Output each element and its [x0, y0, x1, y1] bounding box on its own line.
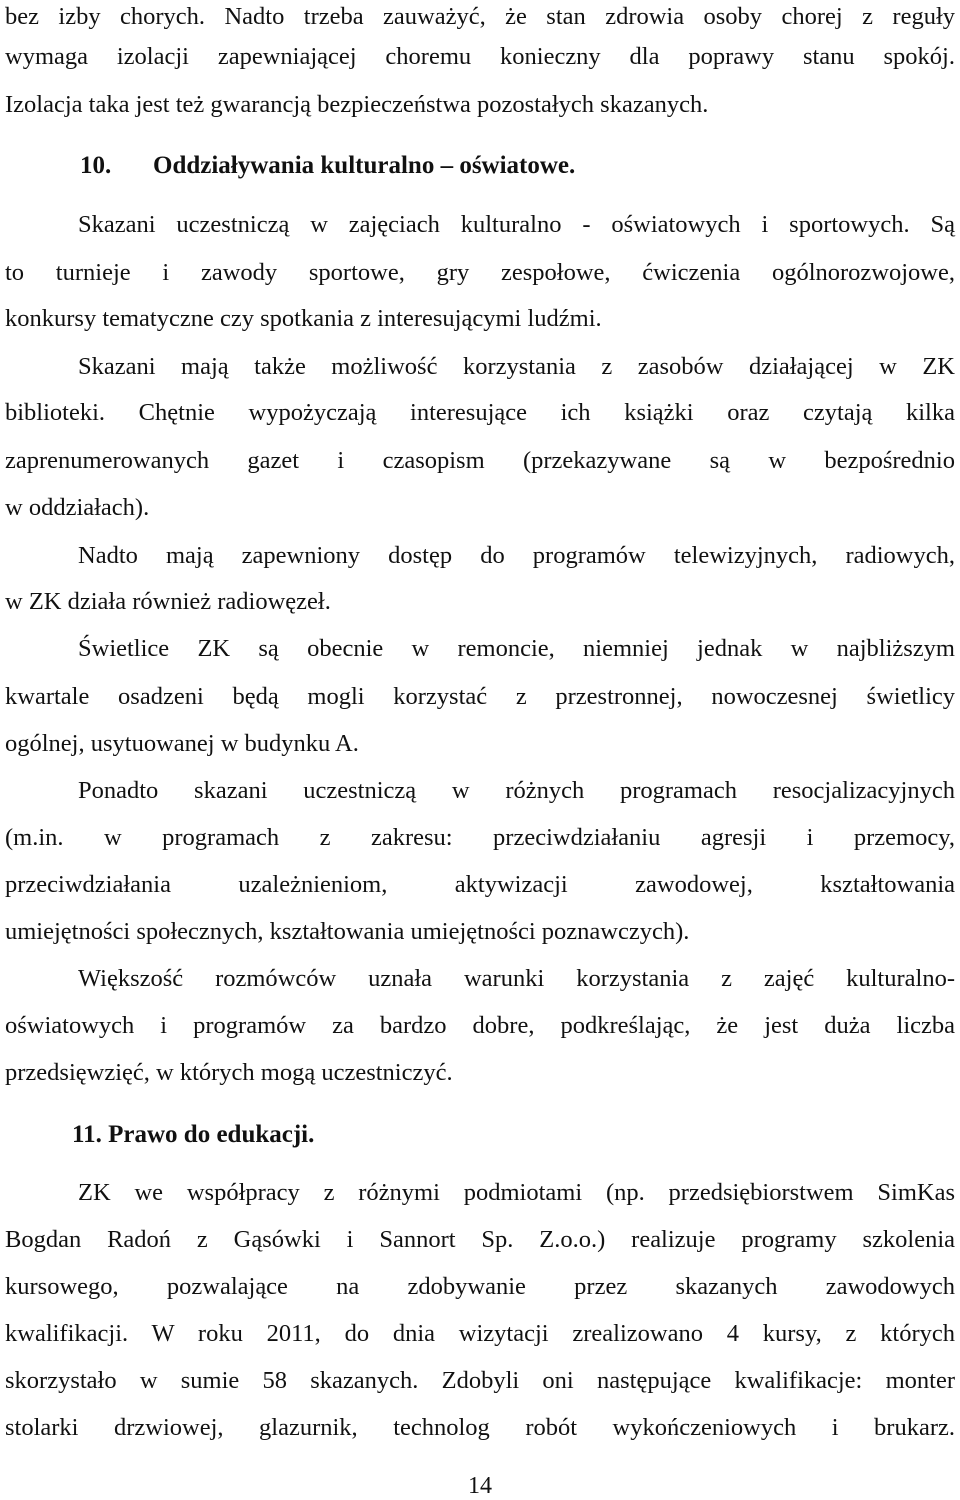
text-line: Ponadto skazani uczestniczą w różnych programach resocjalizacyjnych — [78, 777, 955, 804]
section-heading: 11. Prawo do edukacji. — [72, 1121, 315, 1148]
text-line: Nadto mają zapewniony dostęp do programów telewizyjnych, radiowych, — [78, 542, 955, 569]
text-line: w ZK działa również radiowęzeł. — [5, 588, 331, 615]
text-line: Izolacja taka jest też gwarancją bezpieczeństwa pozostałych skazanych. — [5, 91, 709, 118]
section-heading: Oddziaływania kulturalno – oświatowe. — [153, 152, 576, 179]
text-line: w oddziałach). — [5, 494, 150, 521]
text-line: umiejętności społecznych, kształtowania umiejętności poznawczych). — [5, 918, 690, 945]
text-line: biblioteki. Chętnie wypożyczają interesujące ich książki oraz czytają kilka — [5, 399, 955, 426]
page-number: 14 — [468, 1473, 492, 1499]
text-line: oświatowych i programów za bardzo dobre, podkreślając, że jest duża liczba — [5, 1012, 955, 1039]
text-line: kwalifikacji. W roku 2011, do dnia wizytacji zrealizowano 4 kursy, z których — [5, 1320, 955, 1347]
text-line: zaprenumerowanych gazet i czasopism (przekazywane są w bezpośrednio — [5, 447, 955, 474]
text-line: Świetlice ZK są obecnie w remoncie, niemniej jednak w najbliższym — [78, 635, 955, 662]
text-line: bez izby chorych. Nadto trzeba zauważyć, że stan zdrowia osoby chorej z reguły — [5, 3, 955, 30]
text-line: Większość rozmówców uznała warunki korzystania z zajęć kulturalno- — [78, 965, 955, 992]
text-line: konkursy tematyczne czy spotkania z interesującymi ludźmi. — [5, 305, 602, 332]
text-line: wymaga izolacji zapewniającej choremu konieczny dla poprawy stanu spokój. — [5, 43, 955, 70]
text-line: Skazani mają także możliwość korzystania z zasobów działającej w ZK — [78, 353, 955, 380]
text-line: ZK we współpracy z różnymi podmiotami (np. przedsiębiorstwem SimKas — [78, 1179, 955, 1206]
text-line: skorzystało w sumie 58 skazanych. Zdobyli oni następujące kwalifikacje: monter — [5, 1367, 955, 1394]
text-line: to turnieje i zawody sportowe, gry zespołowe, ćwiczenia ogólnorozwojowe, — [5, 259, 955, 286]
text-line: przeciwdziałania uzależnieniom, aktywizacji zawodowej, kształtowania — [5, 871, 955, 898]
text-line: kwartale osadzeni będą mogli korzystać z przestronnej, nowoczesnej świetlicy — [5, 683, 955, 710]
text-line: (m.in. w programach z zakresu: przeciwdziałaniu agresji i przemocy, — [5, 824, 955, 851]
text-line: ogólnej, usytuowanej w budynku A. — [5, 730, 359, 757]
text-line: przedsięwzięć, w których mogą uczestniczyć. — [5, 1059, 453, 1086]
text-line: Bogdan Radoń z Gąsówki i Sannort Sp. Z.o.o.) realizuje programy szkolenia — [5, 1226, 955, 1253]
text-line: stolarki drzwiowej, glazurnik, technolog robót wykończeniowych i brukarz. — [5, 1414, 955, 1441]
text-line: Skazani uczestniczą w zajęciach kulturalno - oświatowych i sportowych. Są — [78, 211, 955, 238]
section-number: 10. — [80, 152, 112, 179]
text-line: kursowego, pozwalające na zdobywanie przez skazanych zawodowych — [5, 1273, 955, 1300]
